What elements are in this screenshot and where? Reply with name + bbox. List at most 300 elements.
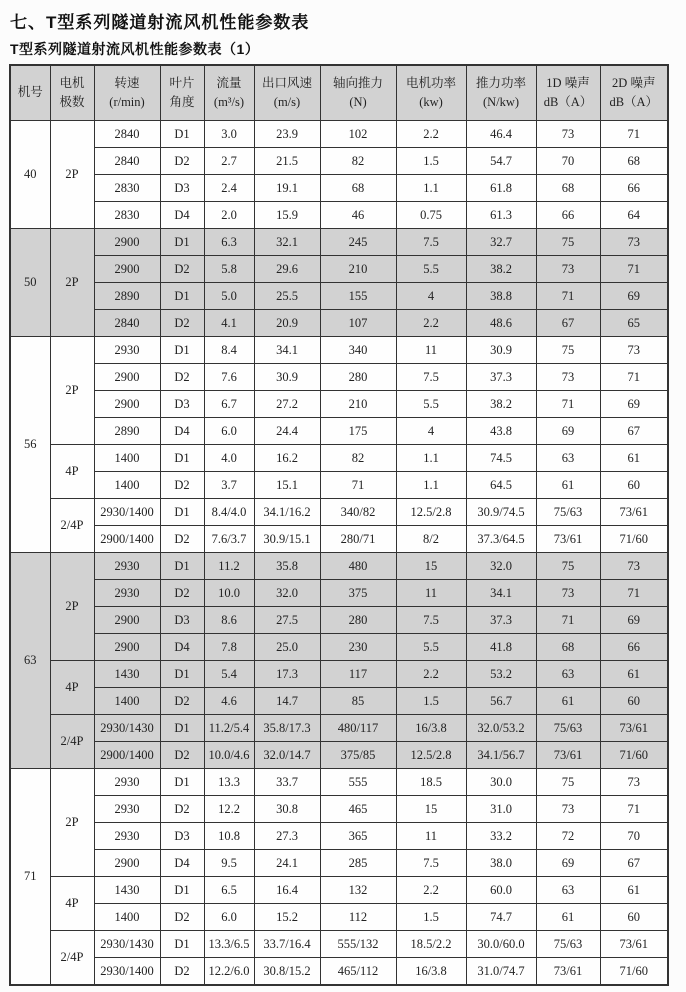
data-cell: 3.0: [204, 121, 254, 148]
column-header-5: [254, 65, 320, 121]
column-header-line2: dB（A）: [543, 95, 593, 109]
data-cell: 37.3: [466, 607, 536, 634]
data-cell: 73: [536, 121, 600, 148]
data-cell: D2: [160, 472, 204, 499]
data-cell: 2.2: [396, 661, 466, 688]
data-cell: 175: [320, 418, 396, 445]
data-cell: 8/2: [396, 526, 466, 553]
data-cell: 4.6: [204, 688, 254, 715]
column-header-4: [204, 65, 254, 121]
data-cell: D1: [160, 283, 204, 310]
data-cell: 10.0: [204, 580, 254, 607]
data-cell: 7.8: [204, 634, 254, 661]
data-cell: 5.0: [204, 283, 254, 310]
poles-cell: 2P: [50, 337, 94, 445]
data-cell: 32.7: [466, 229, 536, 256]
data-cell: 10.0/4.6: [204, 742, 254, 769]
data-cell: 30.0: [466, 769, 536, 796]
data-cell: 14.7: [254, 688, 320, 715]
poles-cell: 4P: [50, 877, 94, 931]
data-cell: 30.8/15.2: [254, 958, 320, 986]
data-cell: D2: [160, 958, 204, 986]
data-cell: 66: [536, 202, 600, 229]
column-header-line1: 转速: [114, 75, 140, 90]
data-cell: D2: [160, 526, 204, 553]
data-cell: 63: [536, 661, 600, 688]
data-cell: D2: [160, 148, 204, 175]
column-header-0: [10, 65, 50, 121]
data-cell: 365: [320, 823, 396, 850]
data-cell: 12.2: [204, 796, 254, 823]
data-cell: 2890: [94, 418, 160, 445]
column-header-line2: (r/min): [109, 95, 145, 109]
poles-cell: 4P: [50, 445, 94, 499]
data-cell: 8.4/4.0: [204, 499, 254, 526]
data-cell: 280: [320, 607, 396, 634]
data-cell: 61: [600, 445, 668, 472]
data-cell: D4: [160, 202, 204, 229]
table-subtitle: T型系列隧道射流风机性能参数表（1）: [10, 41, 260, 57]
data-cell: 60: [600, 688, 668, 715]
data-cell: 16.4: [254, 877, 320, 904]
table-row: [10, 148, 668, 175]
data-cell: D1: [160, 121, 204, 148]
table-row: [10, 661, 668, 688]
data-cell: 21.5: [254, 148, 320, 175]
table-row: [10, 634, 668, 661]
data-cell: 73: [600, 553, 668, 580]
data-cell: 38.2: [466, 256, 536, 283]
data-cell: 1.5: [396, 904, 466, 931]
data-cell: 67: [536, 310, 600, 337]
data-cell: D1: [160, 499, 204, 526]
data-cell: 66: [600, 175, 668, 202]
table-row: [10, 931, 668, 958]
data-cell: 18.5: [396, 769, 466, 796]
data-cell: 2930: [94, 553, 160, 580]
data-cell: 6.5: [204, 877, 254, 904]
data-cell: 23.9: [254, 121, 320, 148]
table-row: [10, 769, 668, 796]
data-cell: 4.1: [204, 310, 254, 337]
table-row: [10, 526, 668, 553]
data-cell: 2840: [94, 310, 160, 337]
data-cell: 555: [320, 769, 396, 796]
data-cell: 2930: [94, 796, 160, 823]
data-cell: 2900/1400: [94, 526, 160, 553]
data-cell: 71: [536, 391, 600, 418]
data-cell: 15: [396, 553, 466, 580]
data-cell: 2900/1400: [94, 742, 160, 769]
data-cell: 60: [600, 904, 668, 931]
table-row: [10, 850, 668, 877]
data-cell: 1400: [94, 445, 160, 472]
data-cell: 2.4: [204, 175, 254, 202]
data-cell: 285: [320, 850, 396, 877]
model-cell: 40: [10, 121, 50, 229]
data-cell: 375/85: [320, 742, 396, 769]
data-cell: 71/60: [600, 742, 668, 769]
data-cell: 10.8: [204, 823, 254, 850]
data-cell: 5.8: [204, 256, 254, 283]
data-cell: 2.2: [396, 310, 466, 337]
data-cell: D3: [160, 607, 204, 634]
data-cell: 4.0: [204, 445, 254, 472]
data-cell: 1400: [94, 904, 160, 931]
table-row: [10, 229, 668, 256]
data-cell: 69: [536, 850, 600, 877]
data-cell: 1.1: [396, 472, 466, 499]
data-cell: 71: [600, 580, 668, 607]
data-cell: D2: [160, 580, 204, 607]
data-cell: 2830: [94, 202, 160, 229]
column-header-line2: (N/kw): [482, 95, 520, 109]
data-cell: 71: [536, 607, 600, 634]
data-cell: 555/132: [320, 931, 396, 958]
data-cell: 465: [320, 796, 396, 823]
data-cell: 6.3: [204, 229, 254, 256]
data-cell: 2930/1430: [94, 931, 160, 958]
data-cell: 37.3: [466, 364, 536, 391]
data-cell: 11.2: [204, 553, 254, 580]
data-cell: 34.1: [254, 337, 320, 364]
column-header-line1: 电机: [59, 75, 85, 90]
table-body: [10, 121, 668, 986]
data-cell: 34.1: [466, 580, 536, 607]
data-cell: 54.7: [466, 148, 536, 175]
column-header-line1: 机号: [17, 85, 43, 100]
data-cell: 70: [600, 823, 668, 850]
data-cell: 1400: [94, 472, 160, 499]
data-cell: 46.4: [466, 121, 536, 148]
data-cell: 73: [600, 337, 668, 364]
data-cell: 2.7: [204, 148, 254, 175]
data-cell: 16/3.8: [396, 715, 466, 742]
model-cell: 63: [10, 553, 50, 769]
data-cell: 8.4: [204, 337, 254, 364]
data-cell: 61.8: [466, 175, 536, 202]
data-cell: 3.7: [204, 472, 254, 499]
data-cell: 1430: [94, 661, 160, 688]
data-cell: 340: [320, 337, 396, 364]
data-cell: 65: [600, 310, 668, 337]
poles-cell: 2/4P: [50, 715, 94, 769]
data-cell: 2900: [94, 229, 160, 256]
data-cell: D1: [160, 553, 204, 580]
column-header-line1: 叶片: [169, 75, 195, 90]
table-row: [10, 121, 668, 148]
data-cell: 68: [600, 148, 668, 175]
column-header-10: [600, 65, 668, 121]
data-cell: 9.5: [204, 850, 254, 877]
data-cell: 32.0: [466, 553, 536, 580]
data-cell: 68: [536, 634, 600, 661]
data-cell: 2840: [94, 121, 160, 148]
data-cell: 64.5: [466, 472, 536, 499]
table-row: [10, 256, 668, 283]
data-cell: 1.5: [396, 688, 466, 715]
data-cell: D1: [160, 337, 204, 364]
data-cell: 25.5: [254, 283, 320, 310]
data-cell: 71: [600, 364, 668, 391]
data-cell: 6.7: [204, 391, 254, 418]
data-cell: 37.3/64.5: [466, 526, 536, 553]
data-cell: 73: [600, 229, 668, 256]
data-cell: 5.5: [396, 256, 466, 283]
data-cell: 7.5: [396, 229, 466, 256]
data-cell: 2930/1430: [94, 715, 160, 742]
data-cell: 75: [536, 229, 600, 256]
data-cell: 375: [320, 580, 396, 607]
data-cell: 75/63: [536, 931, 600, 958]
data-cell: 34.1/16.2: [254, 499, 320, 526]
data-cell: 13.3: [204, 769, 254, 796]
data-cell: 2930: [94, 580, 160, 607]
data-cell: D2: [160, 364, 204, 391]
data-cell: 64: [600, 202, 668, 229]
data-cell: 33.7: [254, 769, 320, 796]
data-cell: 2930/1400: [94, 958, 160, 986]
data-cell: 340/82: [320, 499, 396, 526]
data-cell: 12.2/6.0: [204, 958, 254, 986]
data-cell: 73: [536, 580, 600, 607]
data-cell: 2890: [94, 283, 160, 310]
column-header-line2: (m/s): [273, 95, 301, 109]
data-cell: 7.5: [396, 850, 466, 877]
data-cell: 12.5/2.8: [396, 742, 466, 769]
data-cell: 15: [396, 796, 466, 823]
data-cell: 1.1: [396, 445, 466, 472]
data-cell: 12.5/2.8: [396, 499, 466, 526]
header-row: [10, 65, 668, 121]
data-cell: 32.0: [254, 580, 320, 607]
data-cell: 73/61: [536, 526, 600, 553]
column-header-line2: (kw): [419, 95, 443, 109]
data-cell: 53.2: [466, 661, 536, 688]
data-cell: 27.2: [254, 391, 320, 418]
column-header-line1: 1D 噪声: [546, 75, 590, 90]
data-cell: 30.9: [466, 337, 536, 364]
data-cell: 38.0: [466, 850, 536, 877]
data-cell: 63: [536, 445, 600, 472]
data-cell: 68: [320, 175, 396, 202]
data-cell: 73/61: [600, 715, 668, 742]
data-cell: 73: [536, 256, 600, 283]
data-cell: 73/61: [600, 499, 668, 526]
data-cell: 15.2: [254, 904, 320, 931]
table-row: [10, 391, 668, 418]
data-cell: 56.7: [466, 688, 536, 715]
data-cell: 30.8: [254, 796, 320, 823]
column-header-1: [50, 65, 94, 121]
data-cell: 32.0/14.7: [254, 742, 320, 769]
data-cell: 67: [600, 418, 668, 445]
data-cell: 16/3.8: [396, 958, 466, 986]
data-cell: 71: [600, 796, 668, 823]
data-cell: 4: [396, 418, 466, 445]
column-header-line1: 流量: [216, 75, 242, 90]
model-cell: 56: [10, 337, 50, 553]
data-cell: 38.8: [466, 283, 536, 310]
table-row: [10, 688, 668, 715]
data-cell: D1: [160, 661, 204, 688]
data-cell: 2.2: [396, 121, 466, 148]
column-header-line1: 推力功率: [475, 75, 526, 90]
poles-cell: 2P: [50, 769, 94, 877]
data-cell: 61: [536, 472, 600, 499]
data-cell: 67: [600, 850, 668, 877]
data-cell: 69: [600, 283, 668, 310]
data-cell: 32.0/53.2: [466, 715, 536, 742]
data-cell: 71: [600, 256, 668, 283]
table-row: [10, 499, 668, 526]
data-cell: 11: [396, 337, 466, 364]
poles-cell: 2P: [50, 553, 94, 661]
data-cell: 210: [320, 256, 396, 283]
data-cell: 480/117: [320, 715, 396, 742]
poles-cell: 2/4P: [50, 499, 94, 553]
data-cell: 33.7/16.4: [254, 931, 320, 958]
data-cell: 43.8: [466, 418, 536, 445]
model-cell: 71: [10, 769, 50, 986]
data-cell: D1: [160, 229, 204, 256]
data-cell: D4: [160, 418, 204, 445]
data-cell: 8.6: [204, 607, 254, 634]
data-cell: 69: [600, 607, 668, 634]
data-cell: 5.4: [204, 661, 254, 688]
data-cell: 34.1/56.7: [466, 742, 536, 769]
data-cell: 75: [536, 337, 600, 364]
data-cell: 31.0/74.7: [466, 958, 536, 986]
data-cell: 71: [536, 283, 600, 310]
data-cell: 5.5: [396, 634, 466, 661]
data-cell: 71: [600, 121, 668, 148]
data-cell: 27.3: [254, 823, 320, 850]
column-header-line1: 出口风速: [261, 75, 312, 90]
column-header-2: [94, 65, 160, 121]
data-cell: 132: [320, 877, 396, 904]
data-cell: 63: [536, 877, 600, 904]
data-cell: 16.2: [254, 445, 320, 472]
data-cell: 7.5: [396, 364, 466, 391]
data-cell: 1400: [94, 688, 160, 715]
data-cell: 38.2: [466, 391, 536, 418]
data-cell: 75: [536, 553, 600, 580]
data-cell: 280/71: [320, 526, 396, 553]
data-cell: 18.5/2.2: [396, 931, 466, 958]
data-cell: D2: [160, 904, 204, 931]
data-cell: 61.3: [466, 202, 536, 229]
table-row: [10, 877, 668, 904]
data-cell: 48.6: [466, 310, 536, 337]
poles-cell: 4P: [50, 661, 94, 715]
column-header-line2: 极数: [59, 95, 85, 109]
data-cell: 35.8/17.3: [254, 715, 320, 742]
data-cell: 69: [600, 391, 668, 418]
data-cell: 6.0: [204, 418, 254, 445]
data-cell: 30.9/15.1: [254, 526, 320, 553]
data-cell: D1: [160, 877, 204, 904]
data-cell: 24.4: [254, 418, 320, 445]
data-cell: D4: [160, 634, 204, 661]
data-cell: 60: [600, 472, 668, 499]
data-cell: 60.0: [466, 877, 536, 904]
table-header: [10, 65, 668, 121]
data-cell: 2.0: [204, 202, 254, 229]
data-cell: 7.6/3.7: [204, 526, 254, 553]
data-cell: 2840: [94, 148, 160, 175]
data-cell: 41.8: [466, 634, 536, 661]
data-cell: 155: [320, 283, 396, 310]
data-cell: 46: [320, 202, 396, 229]
data-cell: 2.2: [396, 877, 466, 904]
column-header-8: [466, 65, 536, 121]
model-cell: 50: [10, 229, 50, 337]
data-cell: 30.9/74.5: [466, 499, 536, 526]
data-cell: 70: [536, 148, 600, 175]
column-header-line1: 电机功率: [405, 75, 456, 90]
data-cell: 15.1: [254, 472, 320, 499]
data-cell: D2: [160, 796, 204, 823]
data-cell: 30.9: [254, 364, 320, 391]
data-cell: 74.5: [466, 445, 536, 472]
data-cell: 30.0/60.0: [466, 931, 536, 958]
data-cell: 19.1: [254, 175, 320, 202]
data-cell: 7.6: [204, 364, 254, 391]
data-cell: 2900: [94, 364, 160, 391]
data-cell: 69: [536, 418, 600, 445]
data-cell: 11.2/5.4: [204, 715, 254, 742]
data-cell: D2: [160, 310, 204, 337]
data-cell: D3: [160, 391, 204, 418]
table-row: [10, 904, 668, 931]
data-cell: 73: [536, 796, 600, 823]
data-cell: 15.9: [254, 202, 320, 229]
column-header-line2: (m³/s): [213, 95, 245, 109]
data-cell: 1.1: [396, 175, 466, 202]
poles-cell: 2P: [50, 229, 94, 337]
table-row: [10, 283, 668, 310]
column-header-line2: dB（A）: [609, 95, 659, 109]
data-cell: D3: [160, 823, 204, 850]
data-cell: 210: [320, 391, 396, 418]
data-cell: 230: [320, 634, 396, 661]
data-cell: 73/61: [536, 958, 600, 986]
data-cell: 85: [320, 688, 396, 715]
table-row: [10, 418, 668, 445]
data-cell: D2: [160, 256, 204, 283]
column-header-line1: 轴向推力: [332, 75, 383, 90]
data-cell: 465/112: [320, 958, 396, 986]
fan-performance-table: [9, 64, 669, 986]
column-header-line2: 角度: [169, 95, 195, 109]
data-cell: 102: [320, 121, 396, 148]
data-cell: 107: [320, 310, 396, 337]
data-cell: D1: [160, 445, 204, 472]
data-cell: 245: [320, 229, 396, 256]
data-cell: 61: [600, 877, 668, 904]
table-row: [10, 580, 668, 607]
data-cell: 6.0: [204, 904, 254, 931]
data-cell: 68: [536, 175, 600, 202]
data-cell: 71/60: [600, 526, 668, 553]
table-row: [10, 607, 668, 634]
data-cell: 2900: [94, 850, 160, 877]
column-header-6: [320, 65, 396, 121]
data-cell: 29.6: [254, 256, 320, 283]
data-cell: 33.2: [466, 823, 536, 850]
table-row: [10, 310, 668, 337]
